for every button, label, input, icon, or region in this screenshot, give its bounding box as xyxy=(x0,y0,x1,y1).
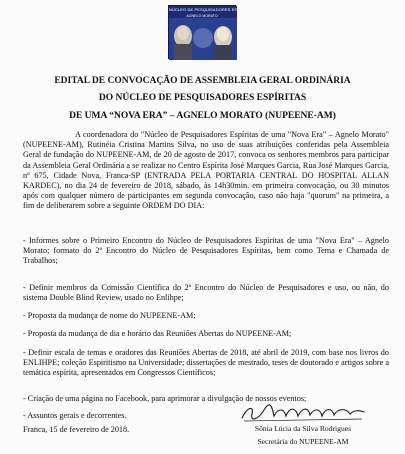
agenda-item: - Assuntos gerais e decorrentes. xyxy=(23,411,127,420)
logo-subtitle: AGNELO MORATO xyxy=(186,14,218,18)
handwritten-signature xyxy=(238,402,368,424)
signatory-name: Sônia Lúcia da Silva Rodrigues xyxy=(254,424,352,433)
agenda-item: - Criação de uma página no Facebook, para aprimorar a divulgação de nossos eventos; xyxy=(23,394,307,403)
intro-paragraph: A coordenadora do "Núcleo de Pesquisadores Espíritas de uma "Nova Era" – Agnelo Morato" (NUPEENE-AM), Rutinéia Cristina Martins Silva, no uso de suas atribuições conferidas pela Assembleia Geral de fundação do NUPEENE-AM, de 20 de agosto de 2017, convoca os senhores membros para participar da Assembleia Geral Ordinária a se realizar no Centro Espírita José Marques Garcia, Rua José Marques Garcia, nº 675, Cidade Nova, Franca-SP (ENTRADA PELA PORTARIA CENTRAL DO HOSPITAL ALLAN KARDEC), no dia 24 de fevereiro de 2018, sábado, às 14h30min. em primeira convocação, ou 30 minutos após com qualquer número de participantes em segunda convocação, caso não haja "quorum" na primeira, a fim de deliberarem sobre a seguinte ORDEM DO DIA: xyxy=(23,130,389,211)
heading-line-2: DO NÚCLEO DE PESQUISADORES ESPÍRITAS xyxy=(98,93,307,103)
nupeene-logo xyxy=(168,5,254,59)
signatory-role: Secretária do NUPEENE-AM xyxy=(257,437,349,446)
agenda-item: - Proposta da mudança de nome do NUPEENE-AM; xyxy=(23,311,196,320)
heading-line-1: EDITAL DE CONVOCAÇÃO DE ASSEMBLEIA GERAL ORDINÁRIA xyxy=(54,76,351,86)
heading-line-3: DE UMA “NOVA ERA” – AGNELO MORATO (NUPEENE-AM) xyxy=(69,111,336,121)
logo-title: NÚCLEO DE PESQUISADORES ESPÍRITAS xyxy=(169,7,254,12)
agenda-item: - Proposta da mudança de dia e horário das Reuniões Abertas do NUPEENE-AM; xyxy=(23,329,292,338)
agenda-item: - Definir membros da Comissão Científica do 2º Encontro do Núcleo de Pesquisadores e uso, ou não, do sistema Double Blind Review, usado no Enlihpe; xyxy=(23,283,389,303)
agenda-item: - Definir escala de temas e oradores das Reuniões Abertas de 2018, até abril de 2019, com base nos livros do ENLIHPE; coleção Espiritismo na Universidade; dissertações de mestrado, teses de doutorado e artigos sobre a temática espírita, apresentados em Congressos Científicos; xyxy=(23,348,389,378)
agenda-item: - Informes sobre o Primeiro Encontro do Núcleo de Pesquisadores Espíritas de uma "Nova Era" – Agnelo Morato; formato do 2º Encontro do Núcleo de Pesquisadores Espíritas, bem como Tema e Chamada de Trabalhos; xyxy=(23,236,389,266)
date-line: Franca, 15 de fevereiro de 2018. xyxy=(23,425,130,434)
